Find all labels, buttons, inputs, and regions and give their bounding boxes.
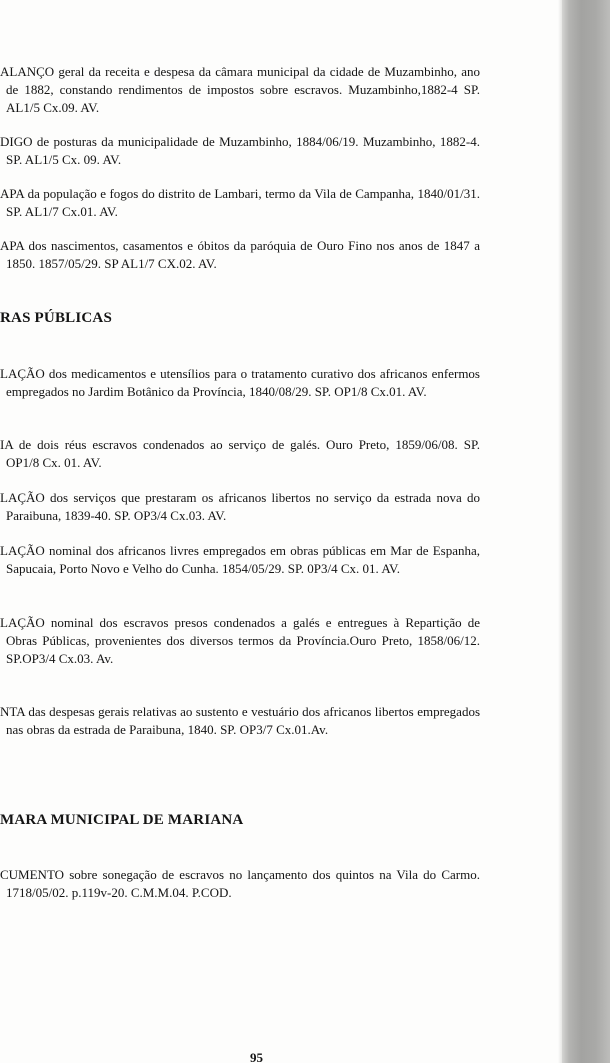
- entry-mapa-populacao: [0, 185, 480, 221]
- section-heading-camara-mariana: MARA MUNICIPAL DE MARIANA: [0, 812, 244, 828]
- entry-text: LAÇÃO nominal dos africanos livres empregados em obras públicas em Mar de Espanha, Sapucaia, Porto Novo e Velho do Cunha. 1854/05/29. SP. 0P3/4 Cx. 01. AV.: [0, 543, 480, 576]
- entry-relacao-escravos-presos: [0, 614, 480, 668]
- page-number: 95: [250, 1050, 263, 1063]
- entry-text: LAÇÃO dos medicamentos e utensílios para o tratamento curativo dos africanos enfermos empregados no Jardim Botânico da Província, 1840/08/29. SP. OP1/8 Cx.01. AV.: [0, 366, 480, 399]
- book-spine-edge: [562, 0, 610, 1063]
- section-heading-obras-publicas: RAS PÚBLICAS: [0, 310, 113, 326]
- entry-text: LAÇÃO dos serviços que prestaram os africanos libertos no serviço da estrada nova do Paraibuna, 1839-40. SP. OP3/4 Cx.03. AV.: [0, 490, 480, 523]
- entry-codigo-posturas: [0, 133, 480, 169]
- entry-relacao-medicamentos: [0, 365, 480, 401]
- entry-mapa-nascimentos: [0, 237, 480, 273]
- entry-guia-reus: [0, 436, 480, 472]
- entry-balanco-receita: [0, 63, 480, 117]
- entry-text: DIGO de posturas da municipalidade de Muzambinho, 1884/06/19. Muzambinho, 1882-4. SP. AL1/5 Cx. 09. AV.: [0, 134, 480, 167]
- entry-relacao-servicos: [0, 489, 480, 525]
- entry-text: CUMENTO sobre sonegação de escravos no lançamento dos quintos na Vila do Carmo. 1718/05/02. p.119v-20. C.M.M.04. P.COD.: [0, 867, 480, 900]
- entry-text: NTA das despesas gerais relativas ao sustento e vestuário dos africanos libertos empregados nas obras da estrada de Paraibuna, 1840. SP. OP3/7 Cx.01.Av.: [0, 704, 480, 737]
- entry-text: APA dos nascimentos, casamentos e óbitos da paróquia de Ouro Fino nos anos de 1847 a 1850. 1857/05/29. SP AL1/7 CX.02. AV.: [0, 238, 480, 271]
- entry-relacao-africanos-livres: [0, 542, 480, 578]
- entry-documento-sonegacao: [0, 866, 480, 902]
- entry-text: APA da população e fogos do distrito de Lambari, termo da Vila de Campanha, 1840/01/31. SP. AL1/7 Cx.01. AV.: [0, 186, 480, 219]
- entry-text: IA de dois réus escravos condenados ao serviço de galés. Ouro Preto, 1859/06/08. SP. OP1/8 Cx. 01. AV.: [0, 437, 480, 470]
- entry-text: ALANÇO geral da receita e despesa da câmara municipal da cidade de Muzambinho, ano de 1882, constando rendimentos de impostos sobre escravos. Muzambinho,1882-4 SP. AL1/5 Cx.09. AV.: [0, 64, 480, 115]
- entry-conta-despesas: [0, 703, 480, 739]
- entry-text: LAÇÃO nominal dos escravos presos condenados a galés e entregues à Repartição de Obras Públicas, provenientes dos diversos termos da Província.Ouro Preto, 1858/06/12. SP.OP3/4 Cx.03. Av.: [0, 615, 480, 666]
